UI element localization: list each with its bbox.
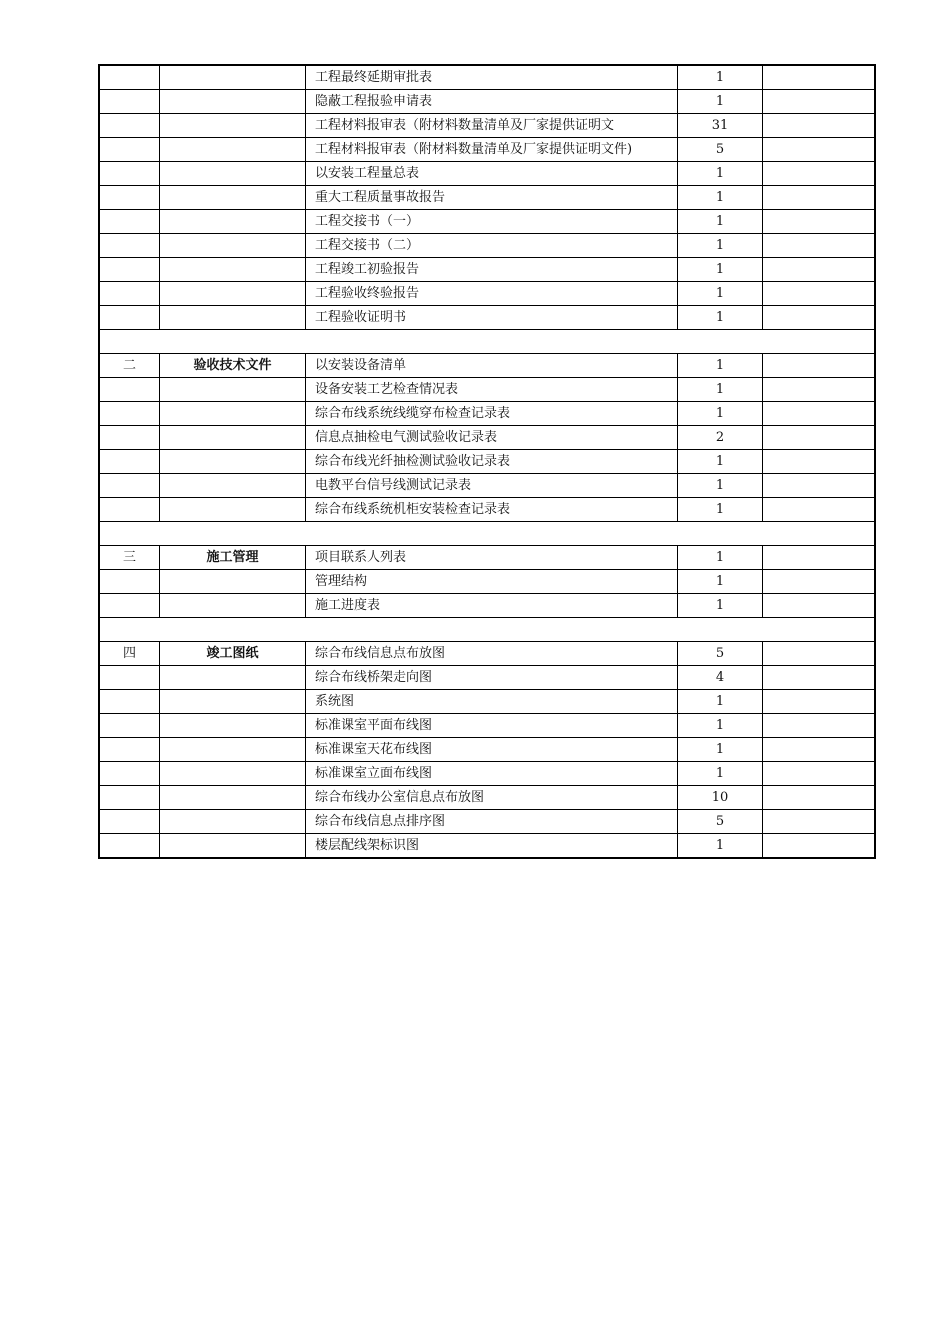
quantity-cell: 2 bbox=[678, 426, 763, 450]
quantity-cell: 1 bbox=[678, 690, 763, 714]
section-number-cell bbox=[99, 114, 160, 138]
section-category-cell bbox=[160, 498, 306, 522]
section-number-cell: 三 bbox=[99, 546, 160, 570]
document-name-cell: 工程交接书（一） bbox=[306, 210, 678, 234]
quantity-cell: 1 bbox=[678, 65, 763, 90]
section-number-cell bbox=[99, 234, 160, 258]
section-category-cell bbox=[160, 402, 306, 426]
section-category-cell bbox=[160, 714, 306, 738]
document-name-cell: 工程材料报审表（附材料数量清单及厂家提供证明文件) bbox=[306, 138, 678, 162]
quantity-cell: 1 bbox=[678, 570, 763, 594]
quantity-cell: 1 bbox=[678, 162, 763, 186]
note-cell bbox=[763, 114, 876, 138]
section-category-cell bbox=[160, 570, 306, 594]
note-cell bbox=[763, 762, 876, 786]
section-category-cell bbox=[160, 810, 306, 834]
table-row bbox=[99, 450, 875, 474]
quantity-cell: 1 bbox=[678, 474, 763, 498]
section-category-cell bbox=[160, 450, 306, 474]
note-cell bbox=[763, 282, 876, 306]
section-number-cell: 二 bbox=[99, 354, 160, 378]
document-name-cell: 管理结构 bbox=[306, 570, 678, 594]
note-cell bbox=[763, 426, 876, 450]
section-number-cell bbox=[99, 450, 160, 474]
quantity-cell: 1 bbox=[678, 186, 763, 210]
note-cell bbox=[763, 234, 876, 258]
table-row bbox=[99, 234, 875, 258]
section-number-cell bbox=[99, 90, 160, 114]
quantity-cell: 1 bbox=[678, 714, 763, 738]
note-cell bbox=[763, 570, 876, 594]
table-row bbox=[99, 402, 875, 426]
document-name-cell: 重大工程质量事故报告 bbox=[306, 186, 678, 210]
section-category-cell: 验收技术文件 bbox=[160, 354, 306, 378]
section-spacer-row bbox=[99, 618, 875, 642]
section-number-cell bbox=[99, 738, 160, 762]
section-category-cell bbox=[160, 378, 306, 402]
quantity-cell: 1 bbox=[678, 90, 763, 114]
note-cell bbox=[763, 138, 876, 162]
document-name-cell: 隐蔽工程报验申请表 bbox=[306, 90, 678, 114]
section-spacer-row bbox=[99, 330, 875, 354]
quantity-cell: 1 bbox=[678, 498, 763, 522]
spacer-cell bbox=[99, 330, 875, 354]
section-number-cell bbox=[99, 666, 160, 690]
section-number-cell bbox=[99, 65, 160, 90]
section-category-cell bbox=[160, 762, 306, 786]
quantity-cell: 1 bbox=[678, 282, 763, 306]
note-cell bbox=[763, 378, 876, 402]
note-cell bbox=[763, 474, 876, 498]
spacer-cell bbox=[99, 522, 875, 546]
table-row bbox=[99, 306, 875, 330]
quantity-cell: 4 bbox=[678, 666, 763, 690]
section-category-cell bbox=[160, 738, 306, 762]
section-number-cell bbox=[99, 810, 160, 834]
document-name-cell: 工程竣工初验报告 bbox=[306, 258, 678, 282]
section-number-cell bbox=[99, 498, 160, 522]
table-row bbox=[99, 65, 875, 90]
quantity-cell: 1 bbox=[678, 354, 763, 378]
document-list-table bbox=[98, 64, 876, 859]
document-name-cell: 施工进度表 bbox=[306, 594, 678, 618]
table-row bbox=[99, 834, 875, 859]
section-number-cell bbox=[99, 306, 160, 330]
note-cell bbox=[763, 90, 876, 114]
section-category-cell bbox=[160, 594, 306, 618]
table-row bbox=[99, 594, 875, 618]
section-category-cell: 施工管理 bbox=[160, 546, 306, 570]
section-number-cell bbox=[99, 402, 160, 426]
note-cell bbox=[763, 810, 876, 834]
section-category-cell bbox=[160, 786, 306, 810]
section-number-cell bbox=[99, 426, 160, 450]
table-row bbox=[99, 738, 875, 762]
section-category-cell bbox=[160, 306, 306, 330]
quantity-cell: 1 bbox=[678, 234, 763, 258]
document-name-cell: 工程验收终验报告 bbox=[306, 282, 678, 306]
section-number-cell bbox=[99, 282, 160, 306]
table-row bbox=[99, 114, 875, 138]
table-row bbox=[99, 642, 875, 666]
section-number-cell bbox=[99, 378, 160, 402]
section-number-cell bbox=[99, 210, 160, 234]
note-cell bbox=[763, 210, 876, 234]
note-cell bbox=[763, 306, 876, 330]
quantity-cell: 31 bbox=[678, 114, 763, 138]
note-cell bbox=[763, 834, 876, 859]
section-spacer-row bbox=[99, 522, 875, 546]
quantity-cell: 5 bbox=[678, 138, 763, 162]
table-row bbox=[99, 546, 875, 570]
section-number-cell bbox=[99, 570, 160, 594]
table-row bbox=[99, 762, 875, 786]
document-name-cell: 标准课室天花布线图 bbox=[306, 738, 678, 762]
document-name-cell: 工程最终延期审批表 bbox=[306, 65, 678, 90]
note-cell bbox=[763, 186, 876, 210]
note-cell bbox=[763, 162, 876, 186]
document-name-cell: 综合布线系统线缆穿布检查记录表 bbox=[306, 402, 678, 426]
section-category-cell bbox=[160, 474, 306, 498]
note-cell bbox=[763, 786, 876, 810]
document-name-cell: 标准课室平面布线图 bbox=[306, 714, 678, 738]
document-name-cell: 以安装设备清单 bbox=[306, 354, 678, 378]
section-category-cell bbox=[160, 258, 306, 282]
note-cell bbox=[763, 450, 876, 474]
quantity-cell: 1 bbox=[678, 762, 763, 786]
note-cell bbox=[763, 65, 876, 90]
note-cell bbox=[763, 258, 876, 282]
note-cell bbox=[763, 690, 876, 714]
section-category-cell bbox=[160, 426, 306, 450]
note-cell bbox=[763, 546, 876, 570]
quantity-cell: 1 bbox=[678, 738, 763, 762]
document-name-cell: 系统图 bbox=[306, 690, 678, 714]
table-row bbox=[99, 378, 875, 402]
document-name-cell: 工程交接书（二） bbox=[306, 234, 678, 258]
section-category-cell bbox=[160, 210, 306, 234]
quantity-cell: 1 bbox=[678, 258, 763, 282]
quantity-cell: 1 bbox=[678, 450, 763, 474]
table-row bbox=[99, 282, 875, 306]
section-number-cell bbox=[99, 786, 160, 810]
table-row bbox=[99, 810, 875, 834]
section-number-cell bbox=[99, 138, 160, 162]
section-category-cell bbox=[160, 162, 306, 186]
table-row bbox=[99, 426, 875, 450]
note-cell bbox=[763, 738, 876, 762]
table-row bbox=[99, 690, 875, 714]
document-name-cell: 设备安装工艺检查情况表 bbox=[306, 378, 678, 402]
document-name-cell: 电教平台信号线测试记录表 bbox=[306, 474, 678, 498]
table-row bbox=[99, 714, 875, 738]
document-name-cell: 综合布线桥架走向图 bbox=[306, 666, 678, 690]
table-row bbox=[99, 786, 875, 810]
note-cell bbox=[763, 594, 876, 618]
section-category-cell bbox=[160, 690, 306, 714]
document-name-cell: 工程材料报审表（附材料数量清单及厂家提供证明文 bbox=[306, 114, 678, 138]
quantity-cell: 1 bbox=[678, 210, 763, 234]
section-category-cell bbox=[160, 138, 306, 162]
table-body bbox=[99, 65, 875, 858]
document-name-cell: 综合布线系统机柜安装检查记录表 bbox=[306, 498, 678, 522]
quantity-cell: 5 bbox=[678, 642, 763, 666]
section-category-cell bbox=[160, 114, 306, 138]
section-number-cell bbox=[99, 474, 160, 498]
table-row bbox=[99, 474, 875, 498]
note-cell bbox=[763, 402, 876, 426]
document-name-cell: 综合布线信息点排序图 bbox=[306, 810, 678, 834]
quantity-cell: 1 bbox=[678, 594, 763, 618]
table-row bbox=[99, 258, 875, 282]
quantity-cell: 1 bbox=[678, 378, 763, 402]
section-number-cell bbox=[99, 714, 160, 738]
document-name-cell: 综合布线信息点布放图 bbox=[306, 642, 678, 666]
spacer-cell bbox=[99, 618, 875, 642]
note-cell bbox=[763, 642, 876, 666]
section-category-cell bbox=[160, 834, 306, 859]
section-category-cell bbox=[160, 666, 306, 690]
quantity-cell: 1 bbox=[678, 546, 763, 570]
quantity-cell: 5 bbox=[678, 810, 763, 834]
table-row bbox=[99, 666, 875, 690]
document-name-cell: 综合布线光纤抽检测试验收记录表 bbox=[306, 450, 678, 474]
table-row bbox=[99, 186, 875, 210]
note-cell bbox=[763, 498, 876, 522]
document-name-cell: 标准课室立面布线图 bbox=[306, 762, 678, 786]
section-category-cell bbox=[160, 186, 306, 210]
table-row bbox=[99, 210, 875, 234]
quantity-cell: 1 bbox=[678, 834, 763, 859]
section-number-cell bbox=[99, 186, 160, 210]
quantity-cell: 10 bbox=[678, 786, 763, 810]
section-number-cell bbox=[99, 162, 160, 186]
section-number-cell bbox=[99, 690, 160, 714]
document-name-cell: 综合布线办公室信息点布放图 bbox=[306, 786, 678, 810]
quantity-cell: 1 bbox=[678, 402, 763, 426]
table-row bbox=[99, 498, 875, 522]
section-category-cell: 竣工图纸 bbox=[160, 642, 306, 666]
section-number-cell bbox=[99, 594, 160, 618]
section-number-cell bbox=[99, 762, 160, 786]
section-category-cell bbox=[160, 65, 306, 90]
note-cell bbox=[763, 354, 876, 378]
section-category-cell bbox=[160, 90, 306, 114]
table-row bbox=[99, 354, 875, 378]
table-row bbox=[99, 138, 875, 162]
note-cell bbox=[763, 714, 876, 738]
section-number-cell bbox=[99, 834, 160, 859]
quantity-cell: 1 bbox=[678, 306, 763, 330]
table-row bbox=[99, 570, 875, 594]
section-number-cell: 四 bbox=[99, 642, 160, 666]
section-category-cell bbox=[160, 234, 306, 258]
document-name-cell: 楼层配线架标识图 bbox=[306, 834, 678, 859]
document-name-cell: 信息点抽检电气测试验收记录表 bbox=[306, 426, 678, 450]
document-name-cell: 以安装工程量总表 bbox=[306, 162, 678, 186]
note-cell bbox=[763, 666, 876, 690]
document-name-cell: 工程验收证明书 bbox=[306, 306, 678, 330]
document-name-cell: 项目联系人列表 bbox=[306, 546, 678, 570]
table-row bbox=[99, 162, 875, 186]
table-row bbox=[99, 90, 875, 114]
section-category-cell bbox=[160, 282, 306, 306]
section-number-cell bbox=[99, 258, 160, 282]
